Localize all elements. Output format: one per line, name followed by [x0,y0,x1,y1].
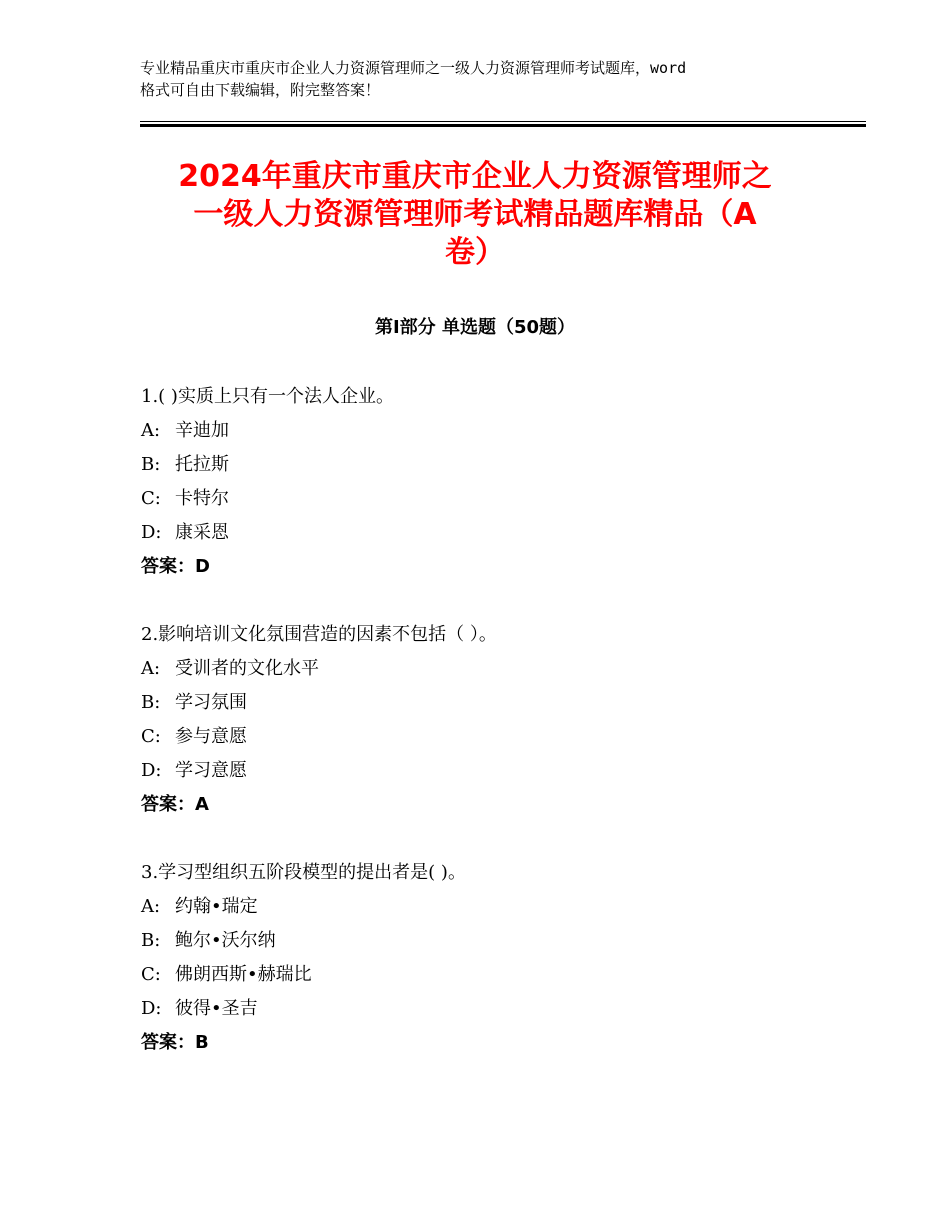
header-note-line-2: 格式可自由下载编辑，附完整答案！ [140,81,381,99]
question-list [141,384,841,1098]
option-c [141,486,841,520]
option-text: 辛迪加 [175,420,229,441]
option-c [141,962,841,996]
option-b [141,928,841,962]
option-text: 受训者的文化水平 [175,658,319,679]
question-1 [141,384,841,588]
option-key: D: [141,522,162,543]
header-rule-thin [140,121,866,122]
option-a [141,418,841,452]
document-title [130,158,820,272]
answer-line: 答案：D [141,556,210,577]
option-text: 学习意愿 [175,760,247,781]
option-key: A: [141,420,161,441]
option-key: B: [141,454,161,475]
title-line-2: 一级人力资源管理师考试精品题库精品（A [193,197,757,232]
question-stem: 3.学习型组织五阶段模型的提出者是( )。 [141,862,466,883]
option-key: C: [141,726,161,747]
option-b [141,690,841,724]
option-text: 约翰•瑞定 [175,896,258,917]
question-stem: 1.( )实质上只有一个法人企业。 [141,386,394,407]
option-key: B: [141,930,161,951]
option-key: D: [141,760,162,781]
header-rule-thick [140,124,866,127]
option-d [141,758,841,792]
option-text: 佛朗西斯•赫瑞比 [175,964,312,985]
option-c [141,724,841,758]
option-key: C: [141,964,161,985]
option-key: B: [141,692,161,713]
option-key: A: [141,658,161,679]
section-title: 第Ⅰ部分 单选题（50题） [374,317,575,338]
question-3 [141,860,841,1064]
option-text: 鲍尔•沃尔纳 [175,930,276,951]
title-line-3: 卷） [445,235,505,270]
option-d [141,520,841,554]
option-a [141,894,841,928]
header-note [140,57,830,101]
header-note-line-1: 专业精品重庆市重庆市企业人力资源管理师之一级人力资源管理师考试题库，word [140,59,687,77]
option-a [141,656,841,690]
answer-line: 答案：B [141,1032,209,1053]
option-text: 卡特尔 [175,488,229,509]
option-text: 学习氛围 [175,692,247,713]
option-b [141,452,841,486]
option-text: 参与意愿 [175,726,247,747]
question-stem: 2.影响培训文化氛围营造的因素不包括（ ）。 [141,624,497,645]
answer-line: 答案：A [141,794,209,815]
question-2 [141,622,841,826]
option-text: 托拉斯 [175,454,229,475]
title-line-1: 2024年重庆市重庆市企业人力资源管理师之 [178,159,772,194]
option-text: 彼得•圣吉 [175,998,258,1019]
option-key: A: [141,896,161,917]
option-text: 康采恩 [175,522,229,543]
option-key: D: [141,998,162,1019]
option-d [141,996,841,1030]
option-key: C: [141,488,161,509]
